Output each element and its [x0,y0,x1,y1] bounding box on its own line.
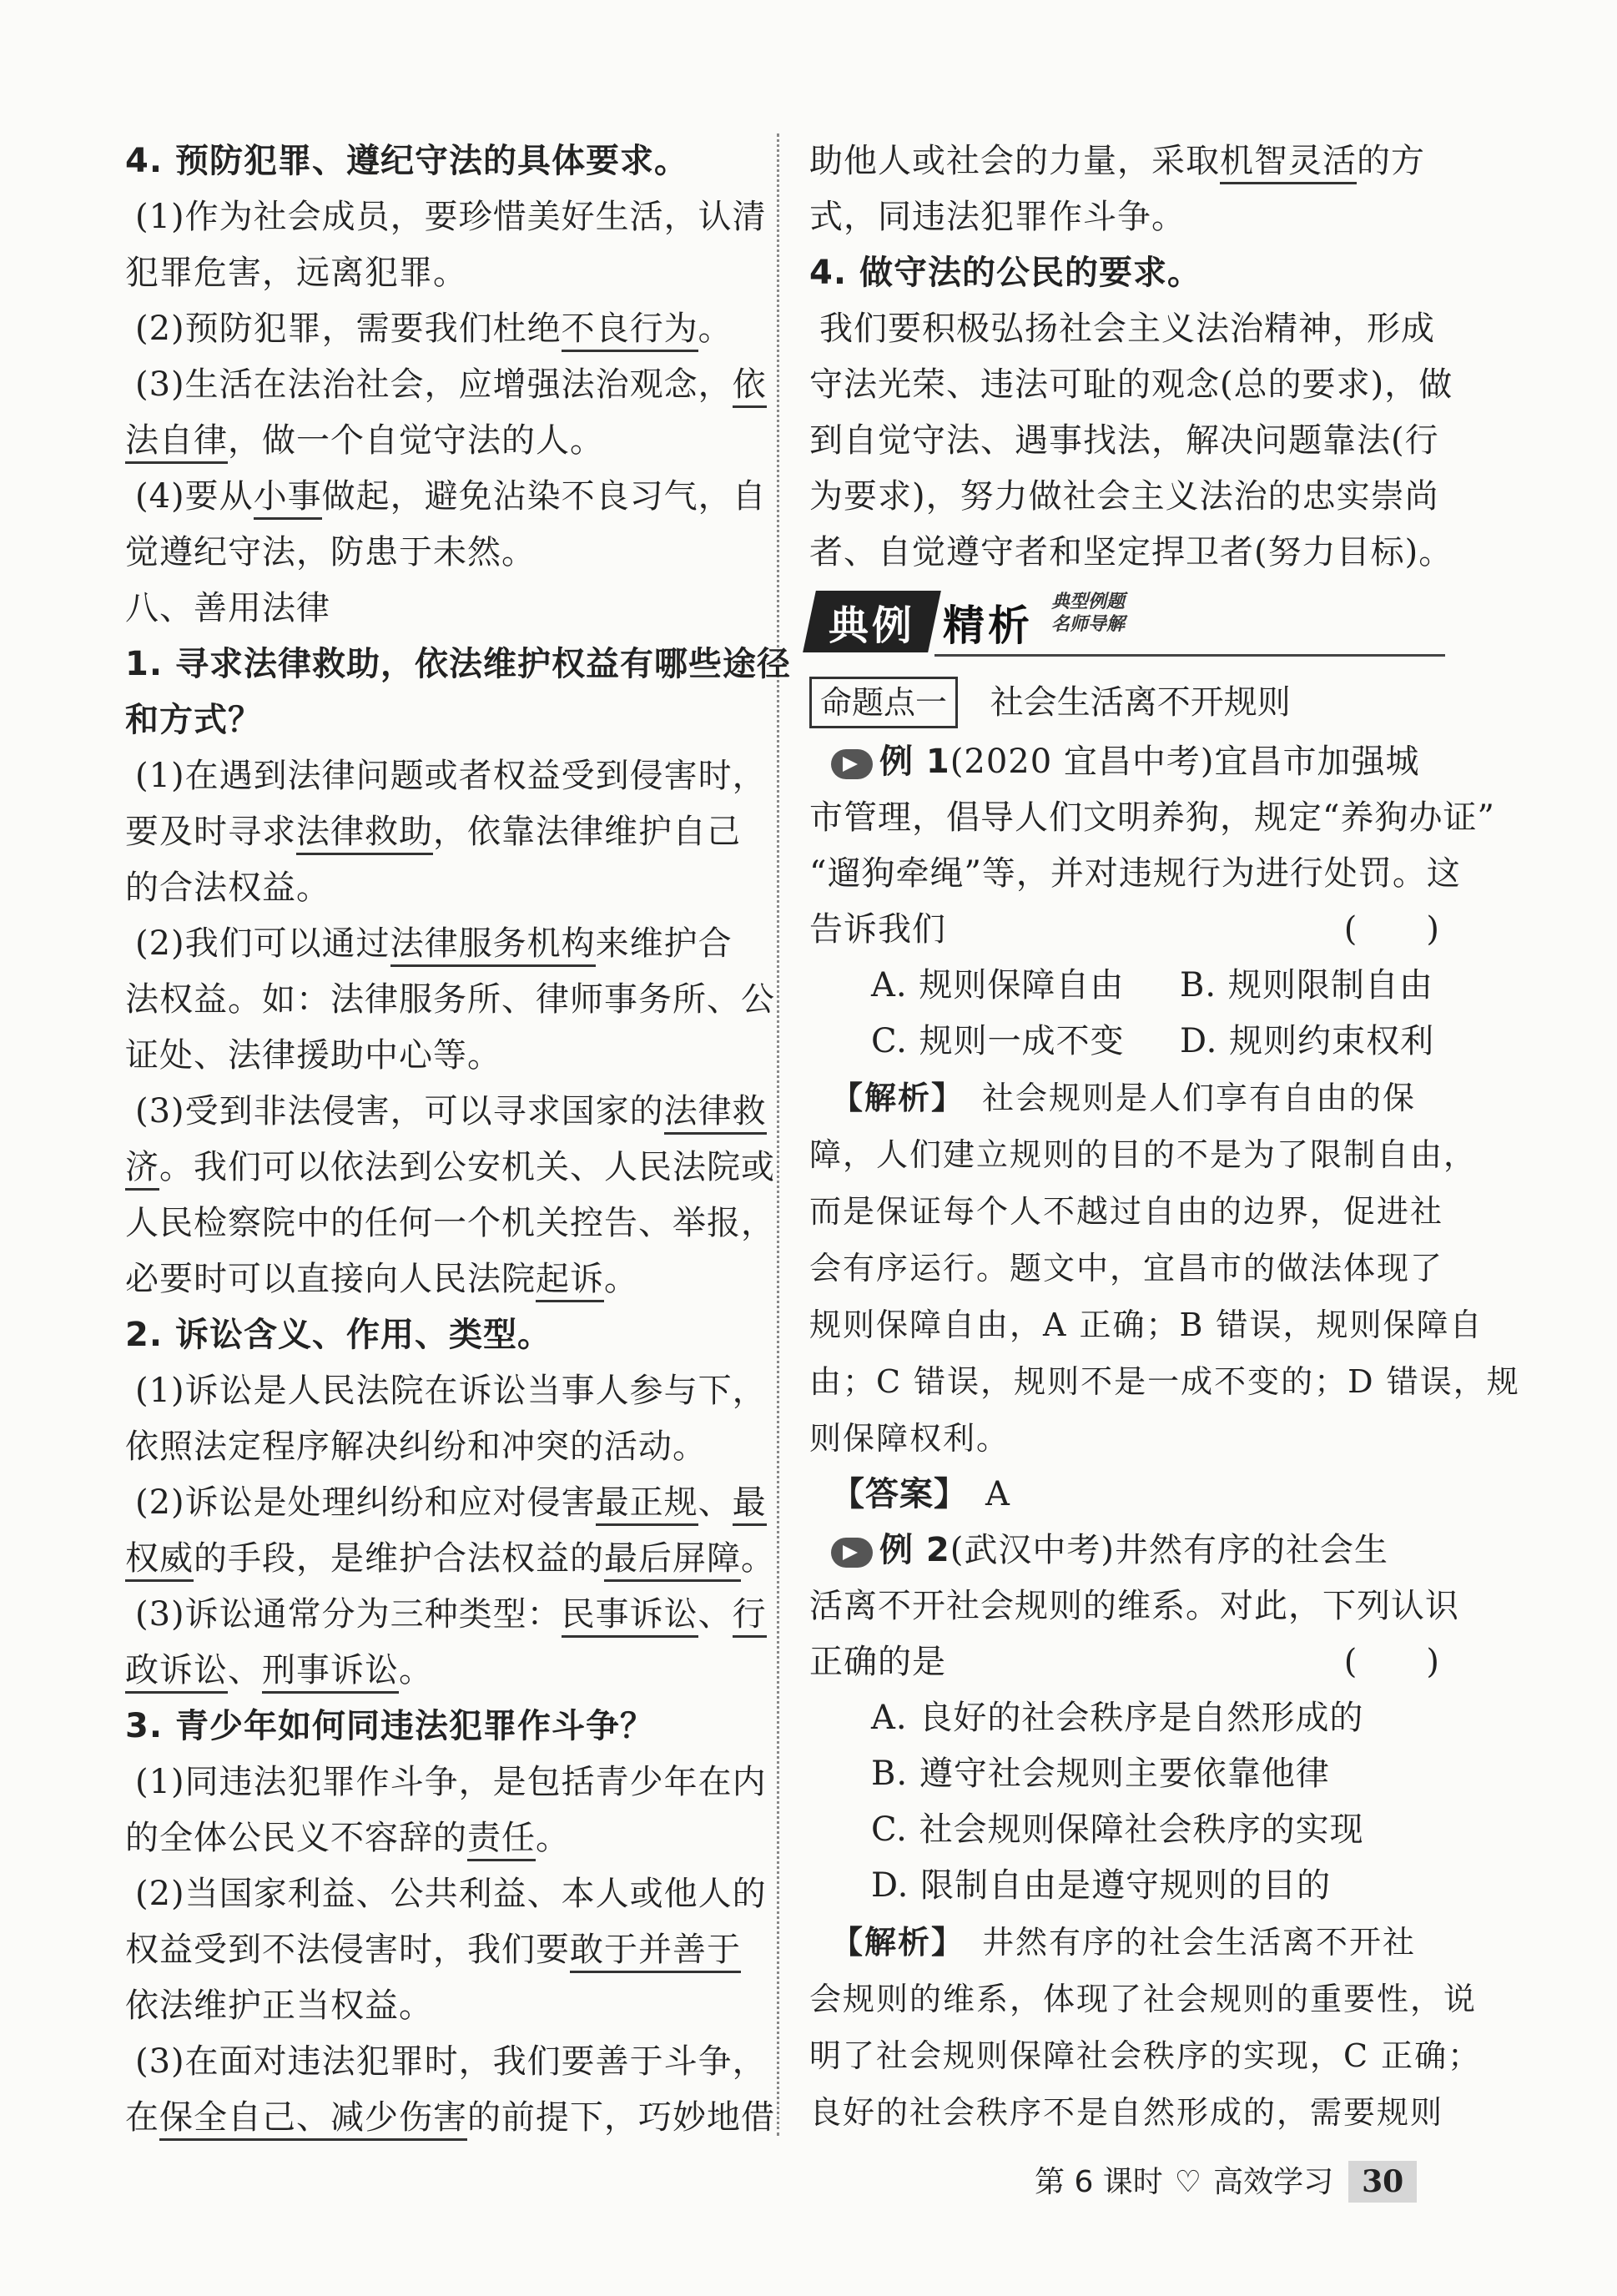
text-line [809,525,1453,581]
analysis-line [809,1070,1445,1126]
text-segment: 。 [741,1539,775,1578]
text-segment: 1. 寻求法律救助，依法维护权益有哪些途径 [125,645,791,683]
text-segment: ，做一个自觉守法的人。 [228,421,604,460]
text-segment: (3)在面对违法犯罪时，我们要善于斗争， [135,2042,767,2081]
underlined-keyword: 最正规 [596,1483,698,1526]
example-1-line: “遛狗牵绳”等，并对违规行为进行处罚。这 [809,854,1461,893]
analysis-line: 会规则的维系，体现了社会规则的重要性，说 [809,1981,1478,2017]
text-line [125,1755,767,1810]
text-segment: 和方式？ [125,701,262,739]
example-1-text: 告诉我们 [809,910,946,949]
text-line [809,133,1445,189]
underlined-keyword: 行 [733,1595,767,1638]
page-number: 30 [1348,2161,1417,2203]
text-line [125,1140,775,1196]
column-divider [777,133,779,2136]
text-segment: 必要时可以直接向人民法院 [125,1260,536,1298]
text-segment: (2)诉讼是处理纠纷和应对侵害 [135,1483,596,1522]
example-2-text: (武汉中考)井然有序的社会生 [950,1531,1388,1569]
text-line [125,916,743,972]
text-segment: 在 [125,2098,159,2137]
text-segment: 、 [698,1483,733,1522]
analysis-line: 明了社会规则保障社会秩序的实现，C 正确； [809,2037,1482,2074]
example-2 [809,1523,1482,2141]
text-segment: 者、自觉遵守者和坚定捍卫者(努力目标)。 [809,533,1453,571]
text-segment: 做起，避免沾染不良习气，自 [321,477,767,516]
text-segment: 要及时寻求 [125,813,296,851]
answer-paren: ( ) [1343,910,1440,949]
text-segment: 来维护合 [595,924,733,963]
text-segment: 犯罪危害，远离犯罪。 [125,254,467,292]
text-segment: 觉遵纪守法，防患于未然。 [125,533,536,571]
text-segment: 的方 [1357,142,1425,180]
section-banner [809,586,1445,662]
underlined-keyword: 不良行为 [562,310,698,352]
text-segment: 证处、法律援助中心等。 [125,1036,501,1075]
underlined-keyword: 法律服务机构 [390,924,596,967]
text-line [125,1587,767,1643]
underlined-keyword: 政诉讼 [125,1651,228,1694]
banner-subtitle [1051,591,1125,636]
underlined-keyword: 敢于并善于 [570,1931,741,1973]
underlined-keyword: 民事诉讼 [562,1595,698,1638]
text-segment: 。 [399,1651,433,1689]
text-segment: (1)同违法犯罪作斗争，是包括青少年在内 [135,1763,767,1801]
text-segment: (3)生活在法治社会，应增强法治观念， [135,365,733,404]
page-footer [1035,2161,1417,2203]
text-segment: 、 [698,1595,733,1634]
text-segment: (3)受到非法侵害，可以寻求国家的 [135,1092,664,1130]
text-segment: (2)当国家利益、公共利益、本人或他人的 [135,1875,767,1913]
analysis-tag: 【解析】 [831,1080,950,1116]
text-line [125,1475,767,1531]
text-line [125,581,743,637]
underlined-keyword: 刑事诉讼 [262,1651,399,1694]
underlined-keyword: 法自律 [125,421,228,464]
text-line [125,1251,743,1307]
analysis-line: 而是保证每个人不越过自由的边界，促进社 [809,1193,1444,1230]
heart-icon: ♡ [1174,2165,1202,2199]
analysis-line: 则保障权利。 [809,1420,1010,1457]
text-line [809,469,1445,525]
text-line [125,1419,743,1475]
text-line [809,413,1445,469]
text-segment: (2)我们可以通过 [135,924,390,963]
text-segment: 我们要积极弘扬社会主义法治精神，形成 [819,310,1435,348]
underlined-keyword: 权威 [125,1539,194,1582]
footer-lesson: 第 6 课时 [1035,2165,1163,2199]
example-2-text: 正确的是 [809,1643,946,1681]
text-segment: 依照法定程序解决纠纷和冲突的活动。 [125,1427,707,1466]
text-line [125,133,743,189]
banner-jingxi-label: 精析 [943,602,1033,650]
text-segment: 4. 做守法的公民的要求。 [809,254,1201,292]
text-segment: (4)要从 [135,477,254,516]
example-1-label: 例 1 [879,743,950,781]
answer-line [809,1467,1445,1523]
banner-subtitle-line-2: 名师导解 [1051,614,1126,635]
text-segment: 的全体公民义不容辞的 [125,1819,467,1857]
text-segment: 。 [604,1260,638,1298]
proposition-box: 命题点一 [809,677,958,728]
example-2-label: 例 2 [879,1531,950,1569]
text-line [125,1307,743,1363]
text-segment: 助他人或社会的力量，采取 [809,142,1220,180]
banner-subtitle-line-1: 典型例题 [1051,592,1126,612]
right-column [809,133,1520,2141]
answer-paren: ( ) [1343,1643,1440,1681]
text-segment: 法权益。如：法律服务所、律师事务所、公 [125,980,775,1019]
text-segment: ，依靠法律维护自己 [433,813,741,851]
analysis-text: 井然有序的社会生活离不开社 [982,1924,1417,1961]
example-1-line: 市管理，倡导人们文明养狗，规定“养狗办证” [809,798,1495,837]
text-segment: (1)在遇到法律问题或者权益受到侵害时， [135,757,767,795]
text-segment: 依法维护正当权益。 [125,1986,433,2025]
proposition-point [809,671,1445,729]
example-2-line: 活离不开社会规则的维系。对此，下列认识 [809,1587,1459,1625]
text-line [125,1196,775,1251]
underlined-keyword: 最后屏障 [604,1539,741,1582]
text-line [125,525,743,581]
text-line [125,1699,743,1755]
text-line [125,804,743,860]
analysis-line: 规则保障自由，A 正确；B 错误，规则保障自 [809,1307,1484,1343]
underlined-keyword: 起诉 [536,1260,604,1302]
text-line [125,860,743,916]
analysis-text: 社会规则是人们享有自由的保 [982,1080,1417,1116]
underlined-keyword: 依 [733,365,767,408]
text-line [125,1978,743,2034]
text-segment: 的合法权益。 [125,869,330,907]
option-b: B. 规则限制自由 [1180,966,1433,1004]
analysis-line: 良好的社会秩序不是自然形成的，需要规则 [809,2094,1444,2131]
underlined-keyword: 保全自己、减少伤害 [159,2098,467,2141]
banner-dianli-label: 典例 [803,591,941,652]
example-1-line [809,734,1445,790]
text-segment: 。我们可以依法到公安机关、人民法院或 [159,1148,775,1186]
right-top-text [809,133,1453,581]
underlined-keyword: 济 [125,1148,159,1191]
underlined-keyword: 最 [733,1483,767,1526]
option-d: D. 规则约束权利 [1180,1022,1435,1060]
text-segment: 。 [536,1819,570,1857]
analysis-line: 障，人们建立规则的目的不是为了限制自由， [809,1136,1478,1173]
option-row [809,958,1445,1014]
text-segment: 八、善用法律 [125,589,330,627]
option-c: C. 规则一成不变 [871,1022,1125,1060]
text-line [125,357,767,413]
analysis-tag: 【解析】 [831,1924,950,1961]
text-segment: 的前提下，巧妙地借 [467,2098,775,2137]
text-segment: 到自觉守法、遇事找法，解决问题靠法(行 [809,421,1439,460]
analysis-line: 会有序运行。题文中，宜昌市的做法体现了 [809,1250,1444,1286]
text-line [125,1810,743,1866]
underlined-keyword: 机智灵活 [1220,142,1357,184]
option-c: C. 社会规则保障社会秩序的实现 [871,1810,1364,1849]
text-segment: 权益受到不法侵害时，我们要 [125,1931,570,1969]
text-segment: 守法光荣、违法可耻的观念(总的要求)，做 [809,365,1453,404]
example-1-line [809,902,1445,958]
text-line [125,245,743,301]
text-segment: (2)预防犯罪，需要我们杜绝 [135,310,562,348]
example-1 [809,734,1520,1523]
example-1-text: (2020 宜昌中考)宜昌市加强城 [950,743,1420,781]
text-segment: 人民检察院中的任何一个机关控告、举报， [125,1204,775,1242]
text-line [809,189,1445,245]
proposition-title: 社会生活离不开规则 [990,683,1291,722]
option-b: B. 遵守社会规则主要依靠他律 [871,1755,1330,1793]
text-line [809,357,1453,413]
answer-tag: 【答案】 [831,1475,951,1513]
underlined-keyword: 责任 [467,1819,536,1861]
example-2-line [809,1523,1445,1578]
text-segment: 、 [228,1651,262,1689]
option-row [809,1014,1445,1070]
answer-value: A [985,1475,1010,1513]
text-segment: (1)诉讼是人民法院在诉讼当事人参与下， [135,1372,767,1410]
analysis-line [809,1914,1445,1971]
footer-section: 高效学习 [1213,2165,1334,2199]
text-line [125,748,767,804]
text-segment: 4. 预防犯罪、遵纪守法的具体要求。 [125,142,688,180]
text-line [125,1028,743,1084]
option-a: A. 良好的社会秩序是自然形成的 [871,1699,1364,1737]
arrow-icon [831,1538,873,1568]
text-line [125,2034,767,2090]
text-line [125,1866,767,1922]
text-segment: 3. 青少年如何同违法犯罪作斗争？ [125,1707,654,1745]
text-line [125,189,767,245]
text-segment: (3)诉讼通常分为三种类型： [135,1595,562,1634]
text-line [125,413,743,469]
text-line [125,1084,767,1140]
analysis-line: 由；C 错误，规则不是一成不变的；D 错误，规 [809,1363,1520,1400]
text-segment: 为要求)，努力做社会主义法治的忠实崇尚 [809,477,1439,516]
option-d: D. 限制自由是遵守规则的目的 [871,1866,1332,1905]
text-line [125,1643,743,1699]
text-line [809,245,1445,301]
text-line [125,1363,767,1419]
option-a: A. 规则保障自由 [871,966,1125,1004]
banner-rule [934,654,1445,657]
text-segment: 。 [698,310,733,348]
text-segment: 式，同违法犯罪作斗争。 [809,198,1186,236]
arrow-icon [831,749,873,779]
text-line [125,1531,775,1587]
text-line [125,469,767,525]
text-segment: 的手段，是维护合法权益的 [194,1539,604,1578]
text-line [125,301,743,357]
text-line [125,972,775,1028]
text-line [125,1922,743,1978]
underlined-keyword: 小事 [254,477,322,520]
left-column [125,133,791,2146]
text-line [809,301,1445,357]
text-line [125,692,743,748]
text-segment: 2. 诉讼含义、作用、类型。 [125,1316,552,1354]
underlined-keyword: 法律救助 [296,813,433,855]
example-2-line [809,1634,1445,1690]
underlined-keyword: 法律救 [664,1092,767,1135]
text-line [125,637,791,692]
text-line [125,2090,775,2146]
text-segment: (1)作为社会成员，要珍惜美好生活，认清 [135,198,767,236]
